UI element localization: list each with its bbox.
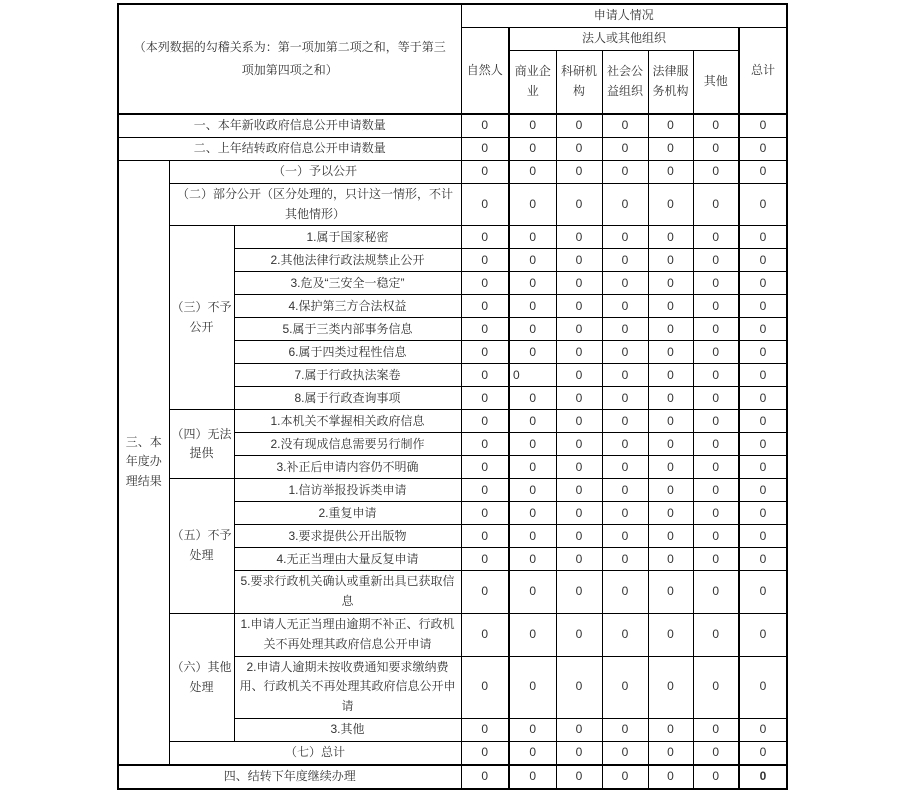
value-cell: 0 bbox=[648, 614, 693, 657]
value-cell: 0 bbox=[602, 160, 648, 183]
table-row bbox=[118, 742, 787, 765]
value-cell: 0 bbox=[648, 548, 693, 571]
value-cell: 0 bbox=[556, 525, 602, 548]
value-cell: 0 bbox=[556, 456, 602, 479]
table-row bbox=[118, 4, 787, 27]
row-label: 2.重复申请 bbox=[234, 502, 461, 525]
value-cell: 0 bbox=[556, 341, 602, 364]
value-cell: 0 bbox=[693, 742, 739, 765]
group-other-handling: （六）其他处理 bbox=[169, 614, 234, 742]
value-cell: 0 bbox=[739, 295, 787, 318]
header-other: 其他 bbox=[693, 50, 739, 114]
value-cell: 0 bbox=[461, 614, 509, 657]
row-label: 8.属于行政查询事项 bbox=[234, 387, 461, 410]
header-legal-or-other-org: 法人或其他组织 bbox=[509, 27, 739, 50]
value-cell: 0 bbox=[648, 525, 693, 548]
value-cell: 0 bbox=[509, 183, 556, 226]
value-cell: 0 bbox=[461, 410, 509, 433]
value-cell: 0 bbox=[556, 742, 602, 765]
value-cell: 0 bbox=[693, 295, 739, 318]
header-social-welfare-org: 社会公益组织 bbox=[602, 50, 648, 114]
row-label: 3.补正后申请内容仍不明确 bbox=[234, 456, 461, 479]
value-cell: 0 bbox=[509, 656, 556, 718]
value-cell: 0 bbox=[693, 114, 739, 137]
value-cell: 0 bbox=[693, 548, 739, 571]
value-cell: 0 bbox=[648, 410, 693, 433]
table-row bbox=[118, 479, 787, 502]
value-cell: 0 bbox=[739, 525, 787, 548]
value-cell: 0 bbox=[461, 226, 509, 249]
value-cell: 0 bbox=[602, 249, 648, 272]
row-label: 1.本机关不掌握相关政府信息 bbox=[234, 410, 461, 433]
value-cell: 0 bbox=[693, 656, 739, 718]
value-cell: 0 bbox=[648, 742, 693, 765]
value-cell: 0 bbox=[739, 318, 787, 341]
value-cell: 0 bbox=[509, 719, 556, 742]
row-label: 1.信访举报投诉类申请 bbox=[234, 479, 461, 502]
value-cell: 0 bbox=[509, 137, 556, 160]
value-cell: 0 bbox=[509, 433, 556, 456]
value-cell: 0 bbox=[693, 341, 739, 364]
value-cell: 0 bbox=[739, 226, 787, 249]
value-cell: 0 bbox=[693, 719, 739, 742]
value-cell: 0 bbox=[648, 114, 693, 137]
value-cell: 0 bbox=[648, 456, 693, 479]
value-cell: 0 bbox=[556, 272, 602, 295]
value-cell: 0 bbox=[602, 226, 648, 249]
value-cell: 0 bbox=[556, 249, 602, 272]
table-row bbox=[118, 183, 787, 226]
section-annual-results: 三、本年度办理结果 bbox=[118, 160, 169, 764]
value-cell: 0 bbox=[739, 614, 787, 657]
value-cell: 0 bbox=[556, 719, 602, 742]
value-cell: 0 bbox=[509, 410, 556, 433]
value-cell: 0 bbox=[693, 614, 739, 657]
value-cell: 0 bbox=[648, 341, 693, 364]
value-cell: 0 bbox=[648, 479, 693, 502]
value-cell: 0 bbox=[509, 272, 556, 295]
value-cell: 0 bbox=[461, 114, 509, 137]
corner-note: （本列数据的勾稽关系为：第一项加第二项之和，等于第三项加第四项之和） bbox=[118, 4, 461, 114]
value-cell: 0 bbox=[739, 456, 787, 479]
value-cell: 0 bbox=[509, 114, 556, 137]
value-cell: 0 bbox=[602, 183, 648, 226]
value-cell: 0 bbox=[602, 502, 648, 525]
row-label: 4.无正当理由大量反复申请 bbox=[234, 548, 461, 571]
value-cell: 0 bbox=[602, 548, 648, 571]
value-cell: 0 bbox=[693, 765, 739, 789]
value-cell: 0 bbox=[693, 137, 739, 160]
value-cell: 0 bbox=[556, 410, 602, 433]
value-cell: 0 bbox=[648, 433, 693, 456]
value-cell: 0 bbox=[461, 341, 509, 364]
value-cell: 0 bbox=[556, 433, 602, 456]
value-cell: 0 bbox=[693, 433, 739, 456]
value-cell: 0 bbox=[602, 456, 648, 479]
value-cell: 0 bbox=[648, 387, 693, 410]
value-cell: 0 bbox=[602, 719, 648, 742]
value-cell: 0 bbox=[461, 249, 509, 272]
group-no-disclosure: （三）不予公开 bbox=[169, 226, 234, 410]
value-cell: 0 bbox=[602, 479, 648, 502]
table-row bbox=[118, 765, 787, 789]
value-cell: 0 bbox=[509, 160, 556, 183]
value-cell: 0 bbox=[648, 137, 693, 160]
value-cell: 0 bbox=[509, 456, 556, 479]
row-label: 6.属于四类过程性信息 bbox=[234, 341, 461, 364]
value-cell: 0 bbox=[648, 295, 693, 318]
disclosure-application-table bbox=[117, 3, 788, 790]
value-cell: 0 bbox=[739, 137, 787, 160]
value-cell: 0 bbox=[556, 387, 602, 410]
row-label: 3.危及“三安全一稳定” bbox=[234, 272, 461, 295]
value-cell: 0 bbox=[461, 183, 509, 226]
value-cell: 0 bbox=[556, 364, 602, 387]
value-cell: 0 bbox=[739, 341, 787, 364]
value-cell: 0 bbox=[602, 341, 648, 364]
value-cell: 0 bbox=[509, 479, 556, 502]
value-cell: 0 bbox=[602, 387, 648, 410]
value-cell: 0 bbox=[461, 742, 509, 765]
value-cell: 0 bbox=[648, 571, 693, 614]
value-cell: 0 bbox=[739, 410, 787, 433]
table-row bbox=[118, 226, 787, 249]
value-cell: 0 bbox=[739, 656, 787, 718]
value-cell: 0 bbox=[556, 114, 602, 137]
value-cell: 0 bbox=[461, 719, 509, 742]
row-label: 3.要求提供公开出版物 bbox=[234, 525, 461, 548]
header-research-institution: 科研机构 bbox=[556, 50, 602, 114]
row-label: （二）部分公开（区分处理的，只计这一情形，不计其他情形） bbox=[169, 183, 461, 226]
table-row bbox=[118, 614, 787, 657]
row-label: 四、结转下年度继续办理 bbox=[118, 765, 461, 789]
value-cell: 0 bbox=[693, 525, 739, 548]
value-cell: 0 bbox=[556, 226, 602, 249]
value-cell: 0 bbox=[648, 502, 693, 525]
value-cell: 0 bbox=[648, 364, 693, 387]
value-cell: 0 bbox=[693, 272, 739, 295]
value-cell: 0 bbox=[602, 765, 648, 789]
value-cell: 0 bbox=[461, 387, 509, 410]
value-cell: 0 bbox=[693, 226, 739, 249]
value-cell: 0 bbox=[509, 249, 556, 272]
value-cell: 0 bbox=[461, 137, 509, 160]
value-cell: 0 bbox=[509, 318, 556, 341]
value-cell: 0 bbox=[461, 571, 509, 614]
row-label: 3.其他 bbox=[234, 719, 461, 742]
table-row bbox=[118, 410, 787, 433]
value-cell: 0 bbox=[556, 571, 602, 614]
row-label: 2.申请人逾期未按收费通知要求缴纳费用、行政机关不再处理其政府信息公开申请 bbox=[234, 656, 461, 718]
row-label: （七）总计 bbox=[169, 742, 461, 765]
value-cell: 0 bbox=[739, 765, 787, 789]
value-cell: 0 bbox=[556, 765, 602, 789]
value-cell: 0 bbox=[602, 295, 648, 318]
value-cell: 0 bbox=[509, 614, 556, 657]
value-cell: 0 bbox=[739, 364, 787, 387]
value-cell: 0 bbox=[461, 502, 509, 525]
header-applicant-status: 申请人情况 bbox=[461, 4, 787, 27]
value-cell: 0 bbox=[739, 742, 787, 765]
value-cell: 0 bbox=[602, 364, 648, 387]
value-cell: 0 bbox=[556, 614, 602, 657]
value-cell: 0 bbox=[509, 765, 556, 789]
value-cell: 0 bbox=[739, 719, 787, 742]
table-row bbox=[118, 114, 787, 137]
value-cell: 0 bbox=[509, 525, 556, 548]
header-commercial-enterprise: 商业企业 bbox=[509, 50, 556, 114]
value-cell: 0 bbox=[461, 456, 509, 479]
value-cell: 0 bbox=[509, 548, 556, 571]
value-cell: 0 bbox=[509, 742, 556, 765]
value-cell: 0 bbox=[739, 249, 787, 272]
value-cell: 0 bbox=[461, 433, 509, 456]
value-cell: 0 bbox=[602, 433, 648, 456]
value-cell: 0 bbox=[461, 765, 509, 789]
row-label: 7.属于行政执法案卷 bbox=[234, 364, 461, 387]
value-cell: 0 bbox=[602, 614, 648, 657]
value-cell: 0 bbox=[556, 295, 602, 318]
table-row bbox=[118, 160, 787, 183]
value-cell: 0 bbox=[739, 433, 787, 456]
row-label: 2.其他法律行政法规禁止公开 bbox=[234, 249, 461, 272]
value-cell: 0 bbox=[461, 318, 509, 341]
value-cell: 0 bbox=[648, 318, 693, 341]
value-cell: 0 bbox=[648, 272, 693, 295]
value-cell: 0 bbox=[461, 160, 509, 183]
value-cell: 0 bbox=[739, 571, 787, 614]
row-label: 1.属于国家秘密 bbox=[234, 226, 461, 249]
value-cell: 0 bbox=[509, 295, 556, 318]
value-cell: 0 bbox=[509, 226, 556, 249]
value-cell: 0 bbox=[648, 226, 693, 249]
value-cell: 0 bbox=[556, 479, 602, 502]
value-cell: 0 bbox=[556, 137, 602, 160]
row-label: 1.申请人无正当理由逾期不补正、行政机关不再处理其政府信息公开申请 bbox=[234, 614, 461, 657]
value-cell: 0 bbox=[648, 249, 693, 272]
value-cell: 0 bbox=[693, 502, 739, 525]
value-cell: 0 bbox=[509, 364, 556, 387]
row-label: 一、本年新收政府信息公开申请数量 bbox=[118, 114, 461, 137]
value-cell: 0 bbox=[693, 456, 739, 479]
row-label: 2.没有现成信息需要另行制作 bbox=[234, 433, 461, 456]
value-cell: 0 bbox=[693, 410, 739, 433]
value-cell: 0 bbox=[602, 114, 648, 137]
row-label: （一）予以公开 bbox=[169, 160, 461, 183]
value-cell: 0 bbox=[693, 571, 739, 614]
value-cell: 0 bbox=[602, 525, 648, 548]
value-cell: 0 bbox=[556, 502, 602, 525]
value-cell: 0 bbox=[739, 479, 787, 502]
value-cell: 0 bbox=[693, 364, 739, 387]
value-cell: 0 bbox=[556, 183, 602, 226]
value-cell: 0 bbox=[693, 183, 739, 226]
value-cell: 0 bbox=[461, 548, 509, 571]
value-cell: 0 bbox=[602, 137, 648, 160]
value-cell: 0 bbox=[602, 318, 648, 341]
value-cell: 0 bbox=[693, 318, 739, 341]
row-label: 5.属于三类内部事务信息 bbox=[234, 318, 461, 341]
value-cell: 0 bbox=[648, 183, 693, 226]
row-label: 4.保护第三方合法权益 bbox=[234, 295, 461, 318]
header-natural-person: 自然人 bbox=[461, 27, 509, 114]
value-cell: 0 bbox=[693, 387, 739, 410]
value-cell: 0 bbox=[461, 364, 509, 387]
group-not-processed: （五）不予处理 bbox=[169, 479, 234, 614]
value-cell: 0 bbox=[461, 479, 509, 502]
value-cell: 0 bbox=[461, 295, 509, 318]
value-cell: 0 bbox=[693, 479, 739, 502]
value-cell: 0 bbox=[602, 272, 648, 295]
value-cell: 0 bbox=[739, 502, 787, 525]
value-cell: 0 bbox=[739, 548, 787, 571]
value-cell: 0 bbox=[693, 160, 739, 183]
value-cell: 0 bbox=[739, 387, 787, 410]
value-cell: 0 bbox=[556, 318, 602, 341]
value-cell: 0 bbox=[556, 656, 602, 718]
value-cell: 0 bbox=[739, 114, 787, 137]
value-cell: 0 bbox=[509, 571, 556, 614]
value-cell: 0 bbox=[739, 160, 787, 183]
header-legal-service-org: 法律服务机构 bbox=[648, 50, 693, 114]
value-cell: 0 bbox=[648, 656, 693, 718]
value-cell: 0 bbox=[693, 249, 739, 272]
value-cell: 0 bbox=[461, 525, 509, 548]
value-cell: 0 bbox=[602, 410, 648, 433]
value-cell: 0 bbox=[461, 656, 509, 718]
value-cell: 0 bbox=[739, 272, 787, 295]
row-label: 二、上年结转政府信息公开申请数量 bbox=[118, 137, 461, 160]
header-total: 总计 bbox=[739, 27, 787, 114]
value-cell: 0 bbox=[509, 387, 556, 410]
value-cell: 0 bbox=[602, 656, 648, 718]
group-unable-to-provide: （四）无法提供 bbox=[169, 410, 234, 479]
value-cell: 0 bbox=[556, 160, 602, 183]
value-cell: 0 bbox=[648, 765, 693, 789]
value-cell: 0 bbox=[556, 548, 602, 571]
value-cell: 0 bbox=[739, 183, 787, 226]
value-cell: 0 bbox=[602, 742, 648, 765]
value-cell: 0 bbox=[648, 719, 693, 742]
value-cell: 0 bbox=[509, 502, 556, 525]
row-label: 5.要求行政机关确认或重新出具已获取信息 bbox=[234, 571, 461, 614]
value-cell: 0 bbox=[509, 341, 556, 364]
value-cell: 0 bbox=[602, 571, 648, 614]
value-cell: 0 bbox=[461, 272, 509, 295]
table-row bbox=[118, 137, 787, 160]
value-cell: 0 bbox=[648, 160, 693, 183]
